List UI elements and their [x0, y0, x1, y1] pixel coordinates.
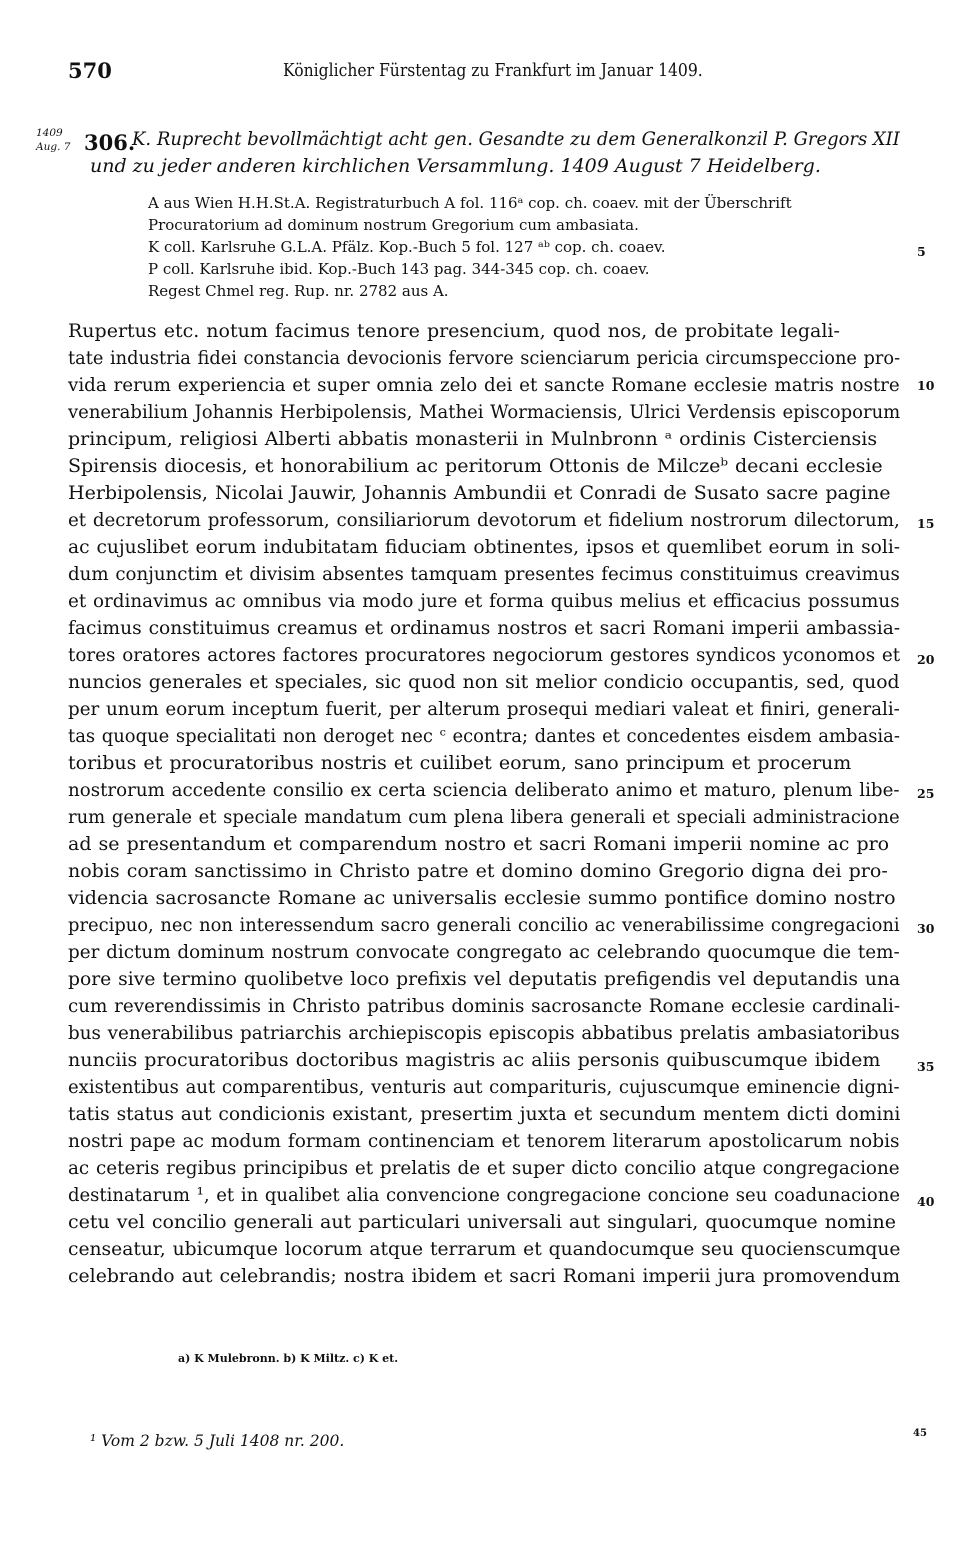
body-line: facimus constituimus creamus et ordinamus nostros et sacri Romani imperii ambassia- — [68, 617, 901, 639]
body-line: tores oratores actores factores procuratores negociorum gestores syndicos yconomos et — [68, 644, 901, 666]
body-line: pore sive termino quolibetve loco prefixis vel deputatis prefigendis vel deputandis una — [68, 968, 901, 990]
document-heading-line-1: K. Ruprecht bevollmächtigt acht gen. Gesandte zu dem Generalkonzil P. Gregors XII — [132, 128, 900, 150]
body-line: nostrorum accedente consilio ex certa sciencia deliberato animo et maturo, plenum libe- — [68, 779, 900, 801]
body-line: ad se presentandum et comparendum nostro et sacri Romani imperii nomine ac pro — [68, 833, 890, 855]
body-line: toribus et procuratoribus nostris et cuilibet eorum, sano principum et procerum — [68, 752, 852, 774]
body-line: Herbipolensis, Nicolai Jauwir, Johannis Ambundii et Conradi de Susato sacre pagine — [68, 482, 891, 504]
margin-line-number: 40 — [917, 1194, 935, 1209]
body-line: celebrando aut celebrandis; nostra ibidem et sacri Romani imperii jura promovendum — [68, 1265, 901, 1287]
running-title: Königlicher Fürstentag zu Frankfurt im Januar 1409. — [283, 60, 703, 81]
source-line: Regest Chmel reg. Rup. nr. 2782 aus A. — [148, 282, 449, 300]
margin-line-number: 10 — [917, 378, 935, 393]
body-line: nostri pape ac modum formam continenciam et tenorem literarum apostolicarum nobis — [68, 1130, 900, 1152]
margin-line-number: 5 — [917, 244, 926, 259]
source-line: K coll. Karlsruhe G.L.A. Pfälz. Kop.-Buch 5 fol. 127 ᵃᵇ cop. ch. coaev. — [148, 238, 666, 256]
body-line: ac cujuslibet eorum indubitatam fiduciam obtinentes, ipsos et quemlibet eorum in soli- — [68, 536, 901, 558]
body-line: precipuo, nec non interessendum sacro generali concilio ac venerabilissime congregacioni — [68, 914, 900, 936]
document-heading-line-2: und zu jeder anderen kirchlichen Versammlung. 1409 August 7 Heidelberg. — [90, 155, 821, 177]
body-line: per unum eorum inceptum fuerit, per alterum prosequi mediari valeat et finiri, generali- — [68, 698, 900, 720]
source-line: A aus Wien H.H.St.A. Registraturbuch A fol. 116ᵃ cop. ch. coaev. mit der Überschrift — [148, 194, 792, 212]
body-line: nobis coram sanctissimo in Christo patre et domino domino Gregorio digna dei pro- — [68, 860, 888, 882]
body-line: rum generale et speciale mandatum cum plena libera generali et speciali administracione — [68, 806, 900, 828]
body-line: existentibus aut comparentibus, venturis aut comparituris, cujuscumque eminencie digni- — [68, 1076, 900, 1098]
body-line: censeatur, ubicumque locorum atque terrarum et quandocumque seu quocienscumque — [68, 1238, 901, 1260]
source-line: P coll. Karlsruhe ibid. Kop.-Buch 143 pag. 344-345 cop. ch. coaev. — [148, 260, 650, 278]
body-line: destinatarum ¹, et in qualibet alia convencione congregacione concione seu coadunacione — [68, 1184, 901, 1206]
body-line: vida rerum experiencia et super omnia zelo dei et sancte Romane ecclesie matris nostre — [68, 374, 900, 396]
textual-apparatus: a) K Mulebronn. b) K Miltz. c) K et. — [178, 1352, 399, 1365]
body-line: venerabilium Johannis Herbipolensis, Mathei Wormaciensis, Ulrici Verdensis episcoporum — [68, 401, 901, 423]
document-number: 306. — [84, 130, 136, 155]
body-line: videncia sacrosancte Romane ac universalis ecclesie summo pontifice domino nostro — [68, 887, 896, 909]
body-line: tas quoque specialitati non deroget nec ᶜ econtra; dantes et concedentes eisdem ambasia- — [68, 725, 900, 747]
body-line: principum, religiosi Alberti abbatis monasterii in Mulnbronn ᵃ ordinis Cisterciensis — [68, 428, 878, 450]
body-line: et ordinavimus ac omnibus via modo jure et forma quibus melius et efficacius possumus — [68, 590, 900, 612]
margin-line-number: 45 — [913, 1428, 927, 1439]
footnote-1: ¹ Vom 2 bzw. 5 Juli 1408 nr. 200. — [90, 1432, 345, 1450]
page-number: 570 — [68, 58, 112, 83]
body-line: per dictum dominum nostrum convocate congregato ac celebrando quocumque die tem- — [68, 941, 900, 963]
margin-date-day: Aug. 7 — [36, 141, 71, 153]
body-line: cum reverendissimis in Christo patribus dominis sacrosancte Romane ecclesie cardinali- — [68, 995, 901, 1017]
body-line: Rupertus etc. notum facimus tenore presencium, quod nos, de probitate legali- — [68, 320, 840, 342]
body-line: et decretorum professorum, consiliariorum devotorum et fidelium nostrorum dilectorum, — [68, 509, 900, 531]
margin-date-year: 1409 — [36, 127, 63, 139]
body-line: bus venerabilibus patriarchis archiepiscopis episcopis abbatibus prelatis ambasiatoribus — [68, 1022, 900, 1044]
margin-line-number: 35 — [917, 1059, 935, 1074]
body-line: ac ceteris regibus principibus et prelatis de et super dicto concilio atque congregacione — [68, 1157, 900, 1179]
margin-line-number: 30 — [917, 921, 935, 936]
body-line: Spirensis diocesis, et honorabilium ac peritorum Ottonis de Milczeᵇ decani ecclesie — [68, 455, 883, 477]
margin-line-number: 15 — [917, 516, 935, 531]
body-line: cetu vel concilio generali aut particulari universali aut singulari, quocumque nomine — [68, 1211, 896, 1233]
body-line: tate industria fidei constancia devocionis fervore scienciarum pericia circumspeccione pro- — [68, 347, 901, 369]
margin-line-number: 25 — [917, 786, 935, 801]
body-line: dum conjunctim et divisim absentes tamquam presentes fecimus constituimus creavimus — [68, 563, 900, 585]
source-line: Procuratorium ad dominum nostrum Gregorium cum ambasiata. — [148, 216, 639, 234]
margin-line-number: 20 — [917, 652, 935, 667]
body-line: tatis status aut condicionis existant, presertim juxta et secundum mentem dicti domini — [68, 1103, 901, 1125]
body-line: nunciis procuratoribus doctoribus magistris ac aliis personis quibuscumque ibidem — [68, 1049, 881, 1071]
body-line: nuncios generales et speciales, sic quod non sit melior condicio occupantis, sed, quod — [68, 671, 900, 693]
